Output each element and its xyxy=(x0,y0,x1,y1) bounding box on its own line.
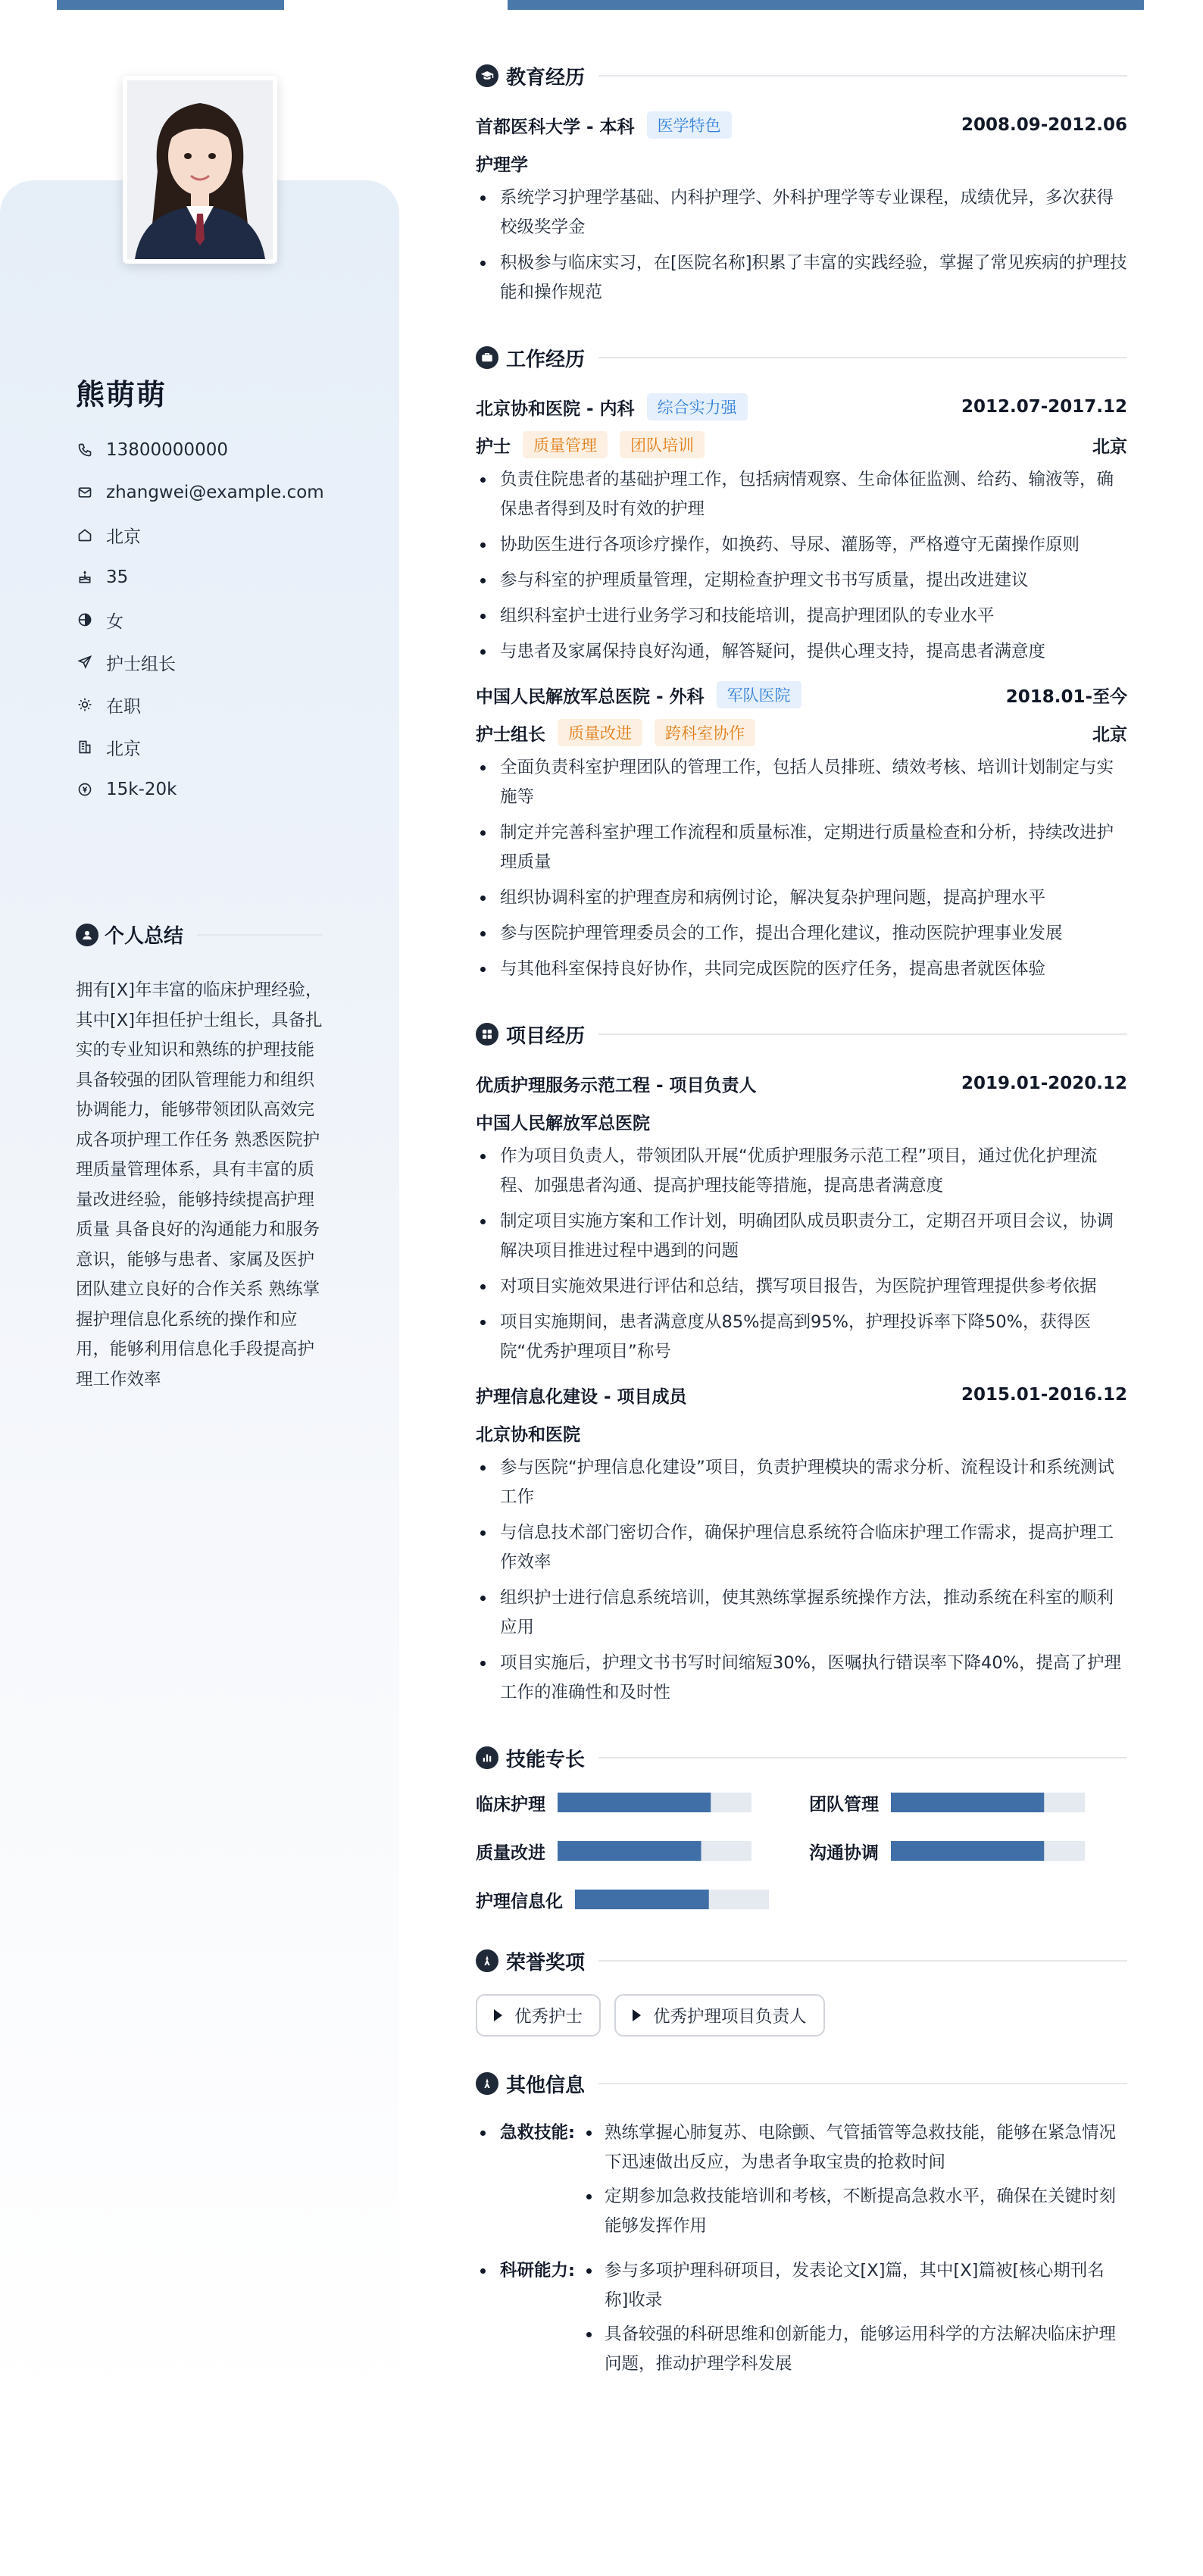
info-salary-value: 15k-20k xyxy=(106,780,177,799)
project-bullets xyxy=(476,1453,1127,1708)
list-item: 参与科室的护理质量管理，定期检查护理文书书写质量，提出改进建议 xyxy=(476,566,1127,596)
gender-icon xyxy=(76,611,94,629)
salary-icon xyxy=(76,780,94,799)
other-list xyxy=(476,2118,1127,2384)
education-tag: 医学特色 xyxy=(647,111,732,139)
info-phone xyxy=(76,429,364,471)
list-item: 与信息技术部门密切合作，确保护理信息系统符合临床护理工作需求，提高护理工作效率 xyxy=(476,1518,1127,1577)
project-entry xyxy=(476,1064,1127,1367)
top-accent-bar-left xyxy=(57,0,284,10)
play-icon xyxy=(494,2009,502,2021)
list-item: 项目实施后，护理文书书写时间缩短30%，医嘱执行错误率下降40%，提高了护理工作的准确性和及时性 xyxy=(476,1649,1127,1708)
list-item: 系统学习护理学基础、内科护理学、外科护理学等专业课程，成绩优异，多次获得校级奖学金 xyxy=(476,183,1127,242)
list-item: 协助医生进行各项诊疗操作，如换药、导尿、灌肠等，严格遵守无菌操作原则 xyxy=(476,530,1127,560)
education-date: 2008.09-2012.06 xyxy=(961,115,1127,135)
list-item: 参与多项护理科研项目，发表论文[X]篇，其中[X]篇被[核心期刊名称]收录 xyxy=(582,2256,1127,2315)
skill-item xyxy=(809,1788,1127,1817)
contact-info-list xyxy=(76,429,364,811)
skill-bar-fill xyxy=(558,1793,711,1812)
list-item: 参与医院“护理信息化建设”项目，负责护理模块的需求分析、流程设计和系统测试工作 xyxy=(476,1453,1127,1512)
skills-title: 技能专长 xyxy=(506,1748,586,1771)
info-age-value: 35 xyxy=(106,567,129,587)
award-icon xyxy=(476,2072,498,2095)
list-item: 组织护士进行信息系统培训，使其熟练掌握系统操作方法，推动系统在科室的顺利应用 xyxy=(476,1583,1127,1643)
info-position xyxy=(76,641,364,683)
work-header xyxy=(476,338,1127,377)
skill-bar-fill xyxy=(575,1890,709,1909)
info-email xyxy=(76,471,364,514)
skill-item xyxy=(476,1885,809,1914)
avatar xyxy=(123,76,277,264)
honor-label: 优秀护理项目负责人 xyxy=(653,2007,807,2027)
status-icon xyxy=(76,696,94,714)
project-entry xyxy=(476,1376,1127,1708)
skill-name: 护理信息化 xyxy=(476,1891,563,1912)
other-label: 急救技能: xyxy=(476,2118,582,2246)
graduation-cap-icon xyxy=(476,64,498,87)
honors-header xyxy=(476,1941,1127,1980)
work-title: 工作经历 xyxy=(506,348,586,371)
education-entry xyxy=(476,106,1127,308)
bar-chart-icon xyxy=(476,1746,498,1769)
work-entry xyxy=(476,388,1127,667)
work-date: 2012.07-2017.12 xyxy=(961,397,1127,417)
project-date: 2015.01-2016.12 xyxy=(961,1385,1127,1405)
list-item: 项目实施期间，患者满意度从85%提高到95%，护理投诉率下降50%，获得医院“优秀护理项目”称号 xyxy=(476,1308,1127,1367)
work-entry xyxy=(476,676,1127,984)
skill-bar-fill xyxy=(891,1793,1044,1812)
skill-bar-track xyxy=(558,1841,751,1861)
work-skill-tag: 团队培训 xyxy=(620,431,705,458)
user-icon xyxy=(76,924,98,946)
list-item: 熟练掌握心肺复苏、电除颤、气管插管等急救技能，能够在紧急情况下迅速做出反应，为患者争取宝贵的抢救时间 xyxy=(582,2118,1127,2177)
work-bullets xyxy=(476,753,1127,984)
send-icon xyxy=(76,653,94,671)
info-status-value: 在职 xyxy=(106,696,141,717)
work-city: 北京 xyxy=(1092,724,1127,745)
info-status xyxy=(76,683,364,726)
info-position-value: 护士组长 xyxy=(106,654,176,674)
list-item: 具备较强的科研思维和创新能力，能够运用科学的方法解决临床护理问题，推动护理学科发展 xyxy=(582,2320,1127,2379)
honors-divider xyxy=(598,1960,1127,1962)
work-skill-tag: 质量管理 xyxy=(523,431,608,458)
skill-item xyxy=(476,1788,809,1817)
info-location-value: 北京 xyxy=(106,527,141,547)
skill-bar-fill xyxy=(558,1841,701,1861)
award-icon xyxy=(476,1949,498,1972)
list-item: 制定并完善科室护理工作流程和质量标准，定期进行质量检查和分析，持续改进护理质量 xyxy=(476,818,1127,877)
work-skill-tag: 质量改进 xyxy=(558,719,642,746)
list-item: 参与医院护理管理委员会的工作，提出合理化建议，推动医院护理事业发展 xyxy=(476,919,1127,949)
project-org: 北京协和医院 xyxy=(476,1424,580,1445)
project-org: 中国人民解放军总医院 xyxy=(476,1113,650,1133)
other-bullets xyxy=(582,2256,1127,2384)
info-city xyxy=(76,726,364,768)
education-divider xyxy=(598,75,1127,77)
work-company-tag: 综合实力强 xyxy=(647,393,748,420)
projects-header xyxy=(476,1014,1127,1054)
list-item: 组织科室护士进行业务学习和技能培训，提高护理团队的专业水平 xyxy=(476,602,1127,631)
info-city-value: 北京 xyxy=(106,739,141,759)
education-title: 教育经历 xyxy=(506,66,586,89)
education-school: 首都医科大学 - 本科 xyxy=(476,117,635,137)
honor-badge xyxy=(614,1994,825,2037)
skill-name: 团队管理 xyxy=(809,1794,879,1815)
cake-icon xyxy=(76,568,94,586)
home-icon xyxy=(76,526,94,544)
skills-divider xyxy=(598,1757,1127,1758)
info-location xyxy=(76,514,364,556)
top-accent-bar-right xyxy=(508,0,1144,10)
summary-title: 个人总结 xyxy=(105,925,184,948)
list-item: 组织协调科室的护理查房和病例讨论，解决复杂护理问题，提高护理水平 xyxy=(476,883,1127,913)
briefcase-icon xyxy=(476,346,498,369)
projects-title: 项目经历 xyxy=(506,1024,586,1048)
work-city: 北京 xyxy=(1092,436,1127,457)
info-email-value: zhangwei@example.com xyxy=(106,483,324,502)
education-major: 护理学 xyxy=(476,155,528,175)
work-role: 护士 xyxy=(476,436,511,457)
info-salary xyxy=(76,768,364,811)
honors-list xyxy=(476,1994,1127,2037)
info-gender-value: 女 xyxy=(106,611,123,632)
other-item xyxy=(476,2256,1127,2384)
skill-bar-fill xyxy=(891,1841,1044,1861)
other-title: 其他信息 xyxy=(506,2074,586,2097)
project-bullets xyxy=(476,1142,1127,1367)
list-item: 制定项目实施方案和工作计划，明确团队成员职责分工，定期召开项目会议，协调解决项目推进过程中遇到的问题 xyxy=(476,1207,1127,1266)
summary-header xyxy=(76,921,323,949)
education-header xyxy=(476,56,1127,95)
work-date: 2018.01-至今 xyxy=(1005,686,1127,707)
project-date: 2019.01-2020.12 xyxy=(961,1074,1127,1093)
skill-bar-track xyxy=(575,1890,769,1909)
play-icon xyxy=(633,2009,641,2021)
honor-label: 优秀护士 xyxy=(514,2007,583,2027)
skill-bar-track xyxy=(891,1793,1085,1812)
list-item: 积极参与临床实习，在[医院名称]积累了丰富的实践经验，掌握了常见疾病的护理技能和操作规范 xyxy=(476,249,1127,308)
other-divider xyxy=(598,2083,1127,2084)
grid-icon xyxy=(476,1023,498,1046)
list-item: 与患者及家属保持良好沟通，解答疑问，提供心理支持，提高患者满意度 xyxy=(476,637,1127,667)
phone-icon xyxy=(76,441,94,459)
other-bullets xyxy=(582,2118,1127,2246)
skill-item xyxy=(809,1837,1127,1865)
work-bullets xyxy=(476,465,1127,667)
info-age xyxy=(76,556,364,599)
mail-icon xyxy=(76,483,94,502)
work-company: 北京协和医院 - 内科 xyxy=(476,399,635,419)
honor-badge xyxy=(476,1994,601,2037)
skill-name: 沟通协调 xyxy=(809,1843,879,1863)
profile-name: 熊萌萌 xyxy=(76,378,167,411)
project-name: 护理信息化建设 - 项目成员 xyxy=(476,1386,687,1407)
honors-title: 荣誉奖项 xyxy=(506,1951,586,1974)
list-item: 对项目实施效果进行评估和总结，撰写项目报告，为医院护理管理提供参考依据 xyxy=(476,1272,1127,1302)
work-divider xyxy=(598,357,1127,358)
skill-bar-track xyxy=(891,1841,1085,1861)
project-name: 优质护理服务示范工程 - 项目负责人 xyxy=(476,1075,757,1096)
other-header xyxy=(476,2064,1127,2103)
building-icon xyxy=(76,738,94,756)
skill-name: 临床护理 xyxy=(476,1794,545,1815)
summary-divider xyxy=(197,934,323,936)
work-role: 护士组长 xyxy=(476,724,545,745)
other-label: 科研能力: xyxy=(476,2256,582,2384)
list-item: 全面负责科室护理团队的管理工作，包括人员排班、绩效考核、培训计划制定与实施等 xyxy=(476,753,1127,812)
skill-name: 质量改进 xyxy=(476,1843,545,1863)
info-gender xyxy=(76,599,364,641)
skills-grid xyxy=(476,1788,1127,1914)
projects-divider xyxy=(598,1033,1127,1035)
other-item xyxy=(476,2118,1127,2246)
list-item: 与其他科室保持良好协作，共同完成医院的医疗任务，提高患者就医体验 xyxy=(476,955,1127,984)
skill-item xyxy=(476,1837,809,1865)
main-content xyxy=(476,56,1127,2394)
work-company-tag: 军队医院 xyxy=(717,681,801,708)
list-item: 作为项目负责人，带领团队开展“优质护理服务示范工程”项目，通过优化护理流程、加强患者沟通、提高护理技能等措施，提高患者满意度 xyxy=(476,1142,1127,1201)
work-company: 中国人民解放军总医院 - 外科 xyxy=(476,686,705,707)
summary-text: 拥有[X]年丰富的临床护理经验，其中[X]年担任护士组长，具备扎实的专业知识和熟练的护理技能 具备较强的团队管理能力和组织协调能力，能够带领团队高效完成各项护理工作任务 熟悉医院护理质量管理体系，具有丰富的质量改进经验，能够持续提高护理质量 具备良好的沟通能力和服务意识，能够与患者、家属及医护团队建立良好的合作关系 熟练掌握护理信息化系统的操作和应用，能够利用信息化手段提高护理工作效率 xyxy=(76,980,323,1390)
skill-bar-track xyxy=(558,1793,751,1812)
list-item: 负责住院患者的基础护理工作，包括病情观察、生命体征监测、给药、输液等，确保患者得到及时有效的护理 xyxy=(476,465,1127,524)
work-skill-tag: 跨科室协作 xyxy=(655,719,755,746)
education-bullets xyxy=(476,183,1127,308)
skills-header xyxy=(476,1738,1127,1777)
info-phone-value: 13800000000 xyxy=(106,440,228,460)
list-item: 定期参加急救技能培训和考核，不断提高急救水平，确保在关键时刻能够发挥作用 xyxy=(582,2182,1127,2241)
